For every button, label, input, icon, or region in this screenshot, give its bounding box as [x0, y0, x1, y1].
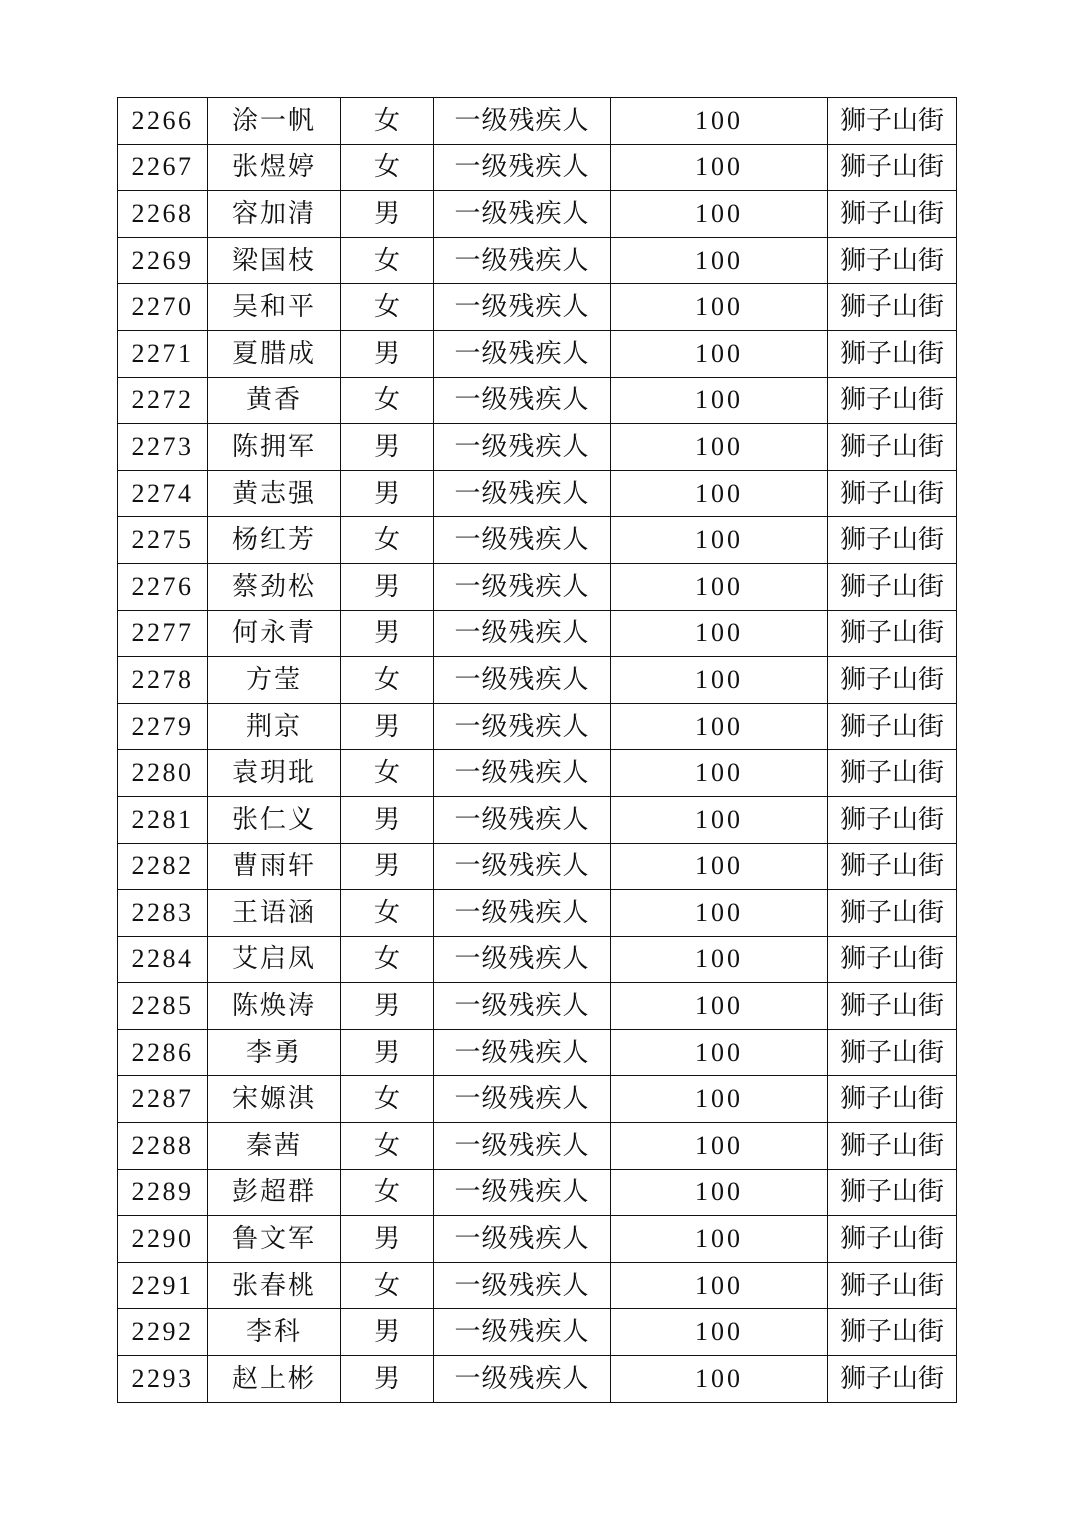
- recipient-table: [117, 97, 957, 1403]
- street-cell: 狮子山街: [828, 377, 957, 424]
- table-row: [118, 377, 957, 424]
- gender-cell: 男: [341, 843, 434, 890]
- amount-cell: 100: [611, 1262, 828, 1309]
- street-cell: 狮子山街: [828, 1169, 957, 1216]
- street-cell: 狮子山街: [828, 936, 957, 983]
- table-row: [118, 517, 957, 564]
- street-cell: 狮子山街: [828, 1309, 957, 1356]
- street-cell: 狮子山街: [828, 890, 957, 937]
- name-cell: 何永青: [208, 610, 341, 657]
- amount-cell: 100: [611, 98, 828, 145]
- table-row: [118, 1216, 957, 1263]
- table-row: [118, 703, 957, 750]
- disability-category-cell: 一级残疾人: [434, 703, 611, 750]
- table-row: [118, 983, 957, 1030]
- row-number-cell: 2273: [118, 424, 208, 471]
- name-cell: 蔡劲松: [208, 563, 341, 610]
- amount-cell: 100: [611, 936, 828, 983]
- name-cell: 方莹: [208, 657, 341, 704]
- disability-category-cell: 一级残疾人: [434, 144, 611, 191]
- name-cell: 秦茜: [208, 1123, 341, 1170]
- street-cell: 狮子山街: [828, 610, 957, 657]
- name-cell: 陈拥军: [208, 424, 341, 471]
- row-number-cell: 2268: [118, 191, 208, 238]
- disability-category-cell: 一级残疾人: [434, 1123, 611, 1170]
- amount-cell: 100: [611, 424, 828, 471]
- gender-cell: 女: [341, 936, 434, 983]
- name-cell: 鲁文军: [208, 1216, 341, 1263]
- street-cell: 狮子山街: [828, 1262, 957, 1309]
- street-cell: 狮子山街: [828, 98, 957, 145]
- name-cell: 黄香: [208, 377, 341, 424]
- street-cell: 狮子山街: [828, 144, 957, 191]
- gender-cell: 男: [341, 330, 434, 377]
- row-number-cell: 2279: [118, 703, 208, 750]
- street-cell: 狮子山街: [828, 470, 957, 517]
- table-row: [118, 843, 957, 890]
- disability-category-cell: 一级残疾人: [434, 237, 611, 284]
- amount-cell: 100: [611, 1216, 828, 1263]
- table-row: [118, 563, 957, 610]
- street-cell: 狮子山街: [828, 703, 957, 750]
- gender-cell: 女: [341, 98, 434, 145]
- table-row: [118, 284, 957, 331]
- row-number-cell: 2266: [118, 98, 208, 145]
- gender-cell: 男: [341, 1216, 434, 1263]
- name-cell: 彭超群: [208, 1169, 341, 1216]
- table-row: [118, 237, 957, 284]
- disability-category-cell: 一级残疾人: [434, 1216, 611, 1263]
- amount-cell: 100: [611, 377, 828, 424]
- table-row: [118, 657, 957, 704]
- disability-category-cell: 一级残疾人: [434, 1262, 611, 1309]
- row-number-cell: 2282: [118, 843, 208, 890]
- row-number-cell: 2285: [118, 983, 208, 1030]
- gender-cell: 男: [341, 796, 434, 843]
- disability-category-cell: 一级残疾人: [434, 191, 611, 238]
- table-row: [118, 1029, 957, 1076]
- street-cell: 狮子山街: [828, 750, 957, 797]
- row-number-cell: 2290: [118, 1216, 208, 1263]
- amount-cell: 100: [611, 1169, 828, 1216]
- recipient-table-body: [118, 98, 957, 1403]
- table-row: [118, 1356, 957, 1403]
- gender-cell: 女: [341, 1262, 434, 1309]
- gender-cell: 女: [341, 890, 434, 937]
- row-number-cell: 2287: [118, 1076, 208, 1123]
- street-cell: 狮子山街: [828, 1029, 957, 1076]
- street-cell: 狮子山街: [828, 843, 957, 890]
- street-cell: 狮子山街: [828, 657, 957, 704]
- table-row: [118, 98, 957, 145]
- table-row: [118, 191, 957, 238]
- name-cell: 黄志强: [208, 470, 341, 517]
- name-cell: 李勇: [208, 1029, 341, 1076]
- name-cell: 荆京: [208, 703, 341, 750]
- table-row: [118, 890, 957, 937]
- street-cell: 狮子山街: [828, 1123, 957, 1170]
- row-number-cell: 2275: [118, 517, 208, 564]
- name-cell: 梁国枝: [208, 237, 341, 284]
- row-number-cell: 2278: [118, 657, 208, 704]
- gender-cell: 女: [341, 750, 434, 797]
- table-row: [118, 1262, 957, 1309]
- gender-cell: 男: [341, 983, 434, 1030]
- name-cell: 张春桃: [208, 1262, 341, 1309]
- name-cell: 张煜婷: [208, 144, 341, 191]
- amount-cell: 100: [611, 191, 828, 238]
- amount-cell: 100: [611, 144, 828, 191]
- amount-cell: 100: [611, 796, 828, 843]
- row-number-cell: 2274: [118, 470, 208, 517]
- street-cell: 狮子山街: [828, 1076, 957, 1123]
- amount-cell: 100: [611, 703, 828, 750]
- amount-cell: 100: [611, 983, 828, 1030]
- gender-cell: 女: [341, 517, 434, 564]
- gender-cell: 男: [341, 191, 434, 238]
- disability-category-cell: 一级残疾人: [434, 563, 611, 610]
- name-cell: 袁玥玭: [208, 750, 341, 797]
- street-cell: 狮子山街: [828, 517, 957, 564]
- name-cell: 张仁义: [208, 796, 341, 843]
- amount-cell: 100: [611, 470, 828, 517]
- gender-cell: 女: [341, 657, 434, 704]
- street-cell: 狮子山街: [828, 563, 957, 610]
- street-cell: 狮子山街: [828, 983, 957, 1030]
- disability-category-cell: 一级残疾人: [434, 796, 611, 843]
- name-cell: 曹雨轩: [208, 843, 341, 890]
- table-row: [118, 1123, 957, 1170]
- table-row: [118, 750, 957, 797]
- gender-cell: 女: [341, 284, 434, 331]
- gender-cell: 男: [341, 470, 434, 517]
- disability-category-cell: 一级残疾人: [434, 936, 611, 983]
- disability-category-cell: 一级残疾人: [434, 1076, 611, 1123]
- disability-category-cell: 一级残疾人: [434, 470, 611, 517]
- row-number-cell: 2276: [118, 563, 208, 610]
- disability-category-cell: 一级残疾人: [434, 1029, 611, 1076]
- street-cell: 狮子山街: [828, 284, 957, 331]
- amount-cell: 100: [611, 610, 828, 657]
- gender-cell: 男: [341, 563, 434, 610]
- name-cell: 吴和平: [208, 284, 341, 331]
- disability-category-cell: 一级残疾人: [434, 1309, 611, 1356]
- street-cell: 狮子山街: [828, 191, 957, 238]
- gender-cell: 女: [341, 1169, 434, 1216]
- name-cell: 涂一帆: [208, 98, 341, 145]
- gender-cell: 男: [341, 1029, 434, 1076]
- row-number-cell: 2271: [118, 330, 208, 377]
- disability-category-cell: 一级残疾人: [434, 610, 611, 657]
- street-cell: 狮子山街: [828, 1216, 957, 1263]
- amount-cell: 100: [611, 330, 828, 377]
- street-cell: 狮子山街: [828, 424, 957, 471]
- row-number-cell: 2291: [118, 1262, 208, 1309]
- disability-category-cell: 一级残疾人: [434, 890, 611, 937]
- table-row: [118, 1309, 957, 1356]
- street-cell: 狮子山街: [828, 796, 957, 843]
- table-row: [118, 1169, 957, 1216]
- amount-cell: 100: [611, 1356, 828, 1403]
- name-cell: 艾启凤: [208, 936, 341, 983]
- row-number-cell: 2288: [118, 1123, 208, 1170]
- amount-cell: 100: [611, 750, 828, 797]
- disability-category-cell: 一级残疾人: [434, 750, 611, 797]
- row-number-cell: 2289: [118, 1169, 208, 1216]
- name-cell: 宋嫄淇: [208, 1076, 341, 1123]
- disability-category-cell: 一级残疾人: [434, 424, 611, 471]
- disability-category-cell: 一级残疾人: [434, 98, 611, 145]
- table-row: [118, 144, 957, 191]
- amount-cell: 100: [611, 1309, 828, 1356]
- gender-cell: 女: [341, 237, 434, 284]
- table-row: [118, 1076, 957, 1123]
- row-number-cell: 2270: [118, 284, 208, 331]
- name-cell: 容加清: [208, 191, 341, 238]
- street-cell: 狮子山街: [828, 1356, 957, 1403]
- name-cell: 陈焕涛: [208, 983, 341, 1030]
- table-row: [118, 470, 957, 517]
- table-row: [118, 424, 957, 471]
- disability-category-cell: 一级残疾人: [434, 1169, 611, 1216]
- amount-cell: 100: [611, 890, 828, 937]
- gender-cell: 女: [341, 1076, 434, 1123]
- amount-cell: 100: [611, 237, 828, 284]
- table-row: [118, 610, 957, 657]
- table-row: [118, 330, 957, 377]
- amount-cell: 100: [611, 1123, 828, 1170]
- disability-category-cell: 一级残疾人: [434, 284, 611, 331]
- row-number-cell: 2277: [118, 610, 208, 657]
- table-row: [118, 936, 957, 983]
- gender-cell: 女: [341, 144, 434, 191]
- disability-category-cell: 一级残疾人: [434, 377, 611, 424]
- disability-category-cell: 一级残疾人: [434, 657, 611, 704]
- row-number-cell: 2267: [118, 144, 208, 191]
- amount-cell: 100: [611, 517, 828, 564]
- disability-category-cell: 一级残疾人: [434, 1356, 611, 1403]
- row-number-cell: 2292: [118, 1309, 208, 1356]
- street-cell: 狮子山街: [828, 237, 957, 284]
- amount-cell: 100: [611, 284, 828, 331]
- gender-cell: 男: [341, 703, 434, 750]
- row-number-cell: 2272: [118, 377, 208, 424]
- gender-cell: 女: [341, 1123, 434, 1170]
- row-number-cell: 2269: [118, 237, 208, 284]
- disability-category-cell: 一级残疾人: [434, 983, 611, 1030]
- disability-category-cell: 一级残疾人: [434, 517, 611, 564]
- amount-cell: 100: [611, 1029, 828, 1076]
- gender-cell: 男: [341, 1356, 434, 1403]
- disability-category-cell: 一级残疾人: [434, 843, 611, 890]
- row-number-cell: 2284: [118, 936, 208, 983]
- amount-cell: 100: [611, 657, 828, 704]
- name-cell: 赵上彬: [208, 1356, 341, 1403]
- amount-cell: 100: [611, 843, 828, 890]
- row-number-cell: 2280: [118, 750, 208, 797]
- row-number-cell: 2286: [118, 1029, 208, 1076]
- name-cell: 王语涵: [208, 890, 341, 937]
- name-cell: 夏腊成: [208, 330, 341, 377]
- row-number-cell: 2293: [118, 1356, 208, 1403]
- gender-cell: 男: [341, 610, 434, 657]
- row-number-cell: 2283: [118, 890, 208, 937]
- disability-category-cell: 一级残疾人: [434, 330, 611, 377]
- amount-cell: 100: [611, 563, 828, 610]
- amount-cell: 100: [611, 1076, 828, 1123]
- street-cell: 狮子山街: [828, 330, 957, 377]
- gender-cell: 男: [341, 424, 434, 471]
- gender-cell: 男: [341, 1309, 434, 1356]
- table-row: [118, 796, 957, 843]
- name-cell: 杨红芳: [208, 517, 341, 564]
- row-number-cell: 2281: [118, 796, 208, 843]
- name-cell: 李科: [208, 1309, 341, 1356]
- gender-cell: 女: [341, 377, 434, 424]
